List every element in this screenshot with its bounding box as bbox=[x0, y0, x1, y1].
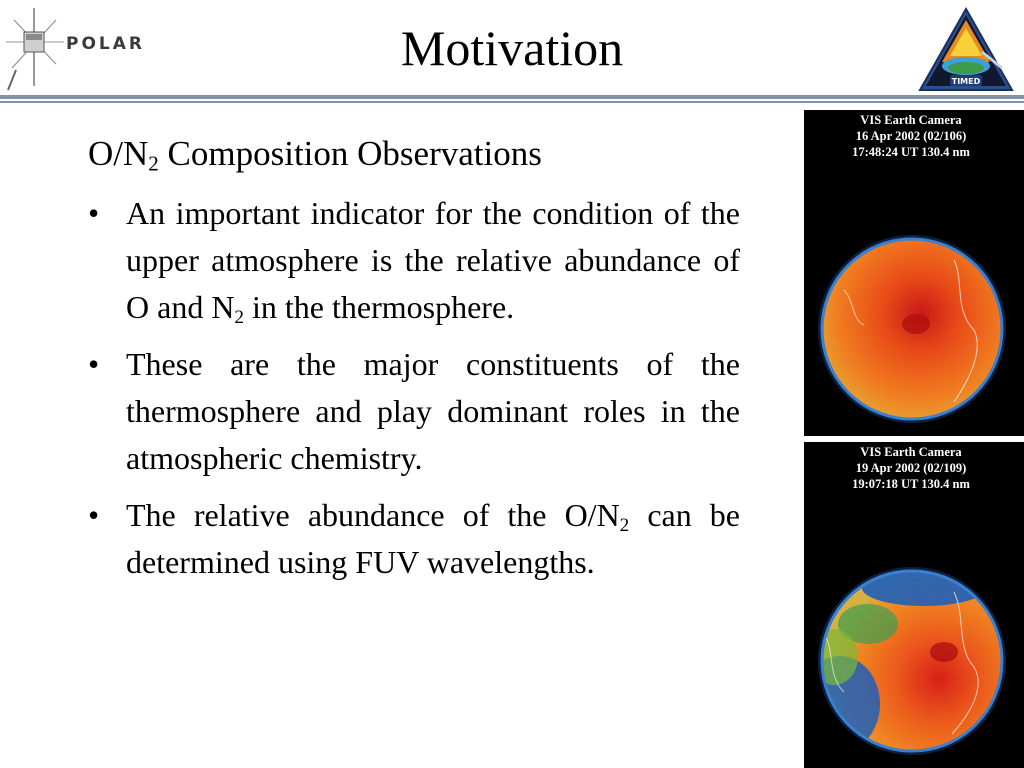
timed-logo-text: TIMED bbox=[951, 77, 981, 86]
image-caption: VIS Earth Camera 16 Apr 2002 (02/106) 17:48:24 UT 130.4 nm bbox=[852, 113, 970, 159]
header-rule bbox=[0, 95, 1024, 99]
image-caption: VIS Earth Camera 19 Apr 2002 (02/109) 19:07:18 UT 130.4 nm bbox=[852, 445, 970, 491]
bullet-item: • These are the major constituents of the thermosphere and play dominant roles in the atmospheric chemistry. bbox=[88, 341, 740, 482]
bullet-icon: • bbox=[88, 497, 100, 533]
section-heading: $O/N_2$ Composition Observations bbox=[88, 134, 542, 176]
bullet-icon: • bbox=[88, 346, 100, 382]
polar-logo-text: POLAR bbox=[66, 34, 145, 54]
bullet-item: • An important indicator for the condition of the upper atmosphere is the relative abundance of O and $N_2$ in the thermosphere. bbox=[88, 190, 740, 331]
bullet-list bbox=[88, 190, 740, 586]
header-rule-thin bbox=[0, 101, 1024, 103]
bullet-item: • The relative abundance of the $O/N_2$ can be determined using FUV wavelengths. bbox=[88, 492, 740, 586]
timed-logo bbox=[916, 6, 1016, 94]
bullet-icon: • bbox=[88, 195, 100, 231]
slide-title: Motivation bbox=[400, 20, 624, 76]
earth-image-apr19 bbox=[804, 442, 1024, 768]
slide-body bbox=[88, 130, 740, 596]
earth-image-apr16 bbox=[804, 110, 1024, 436]
